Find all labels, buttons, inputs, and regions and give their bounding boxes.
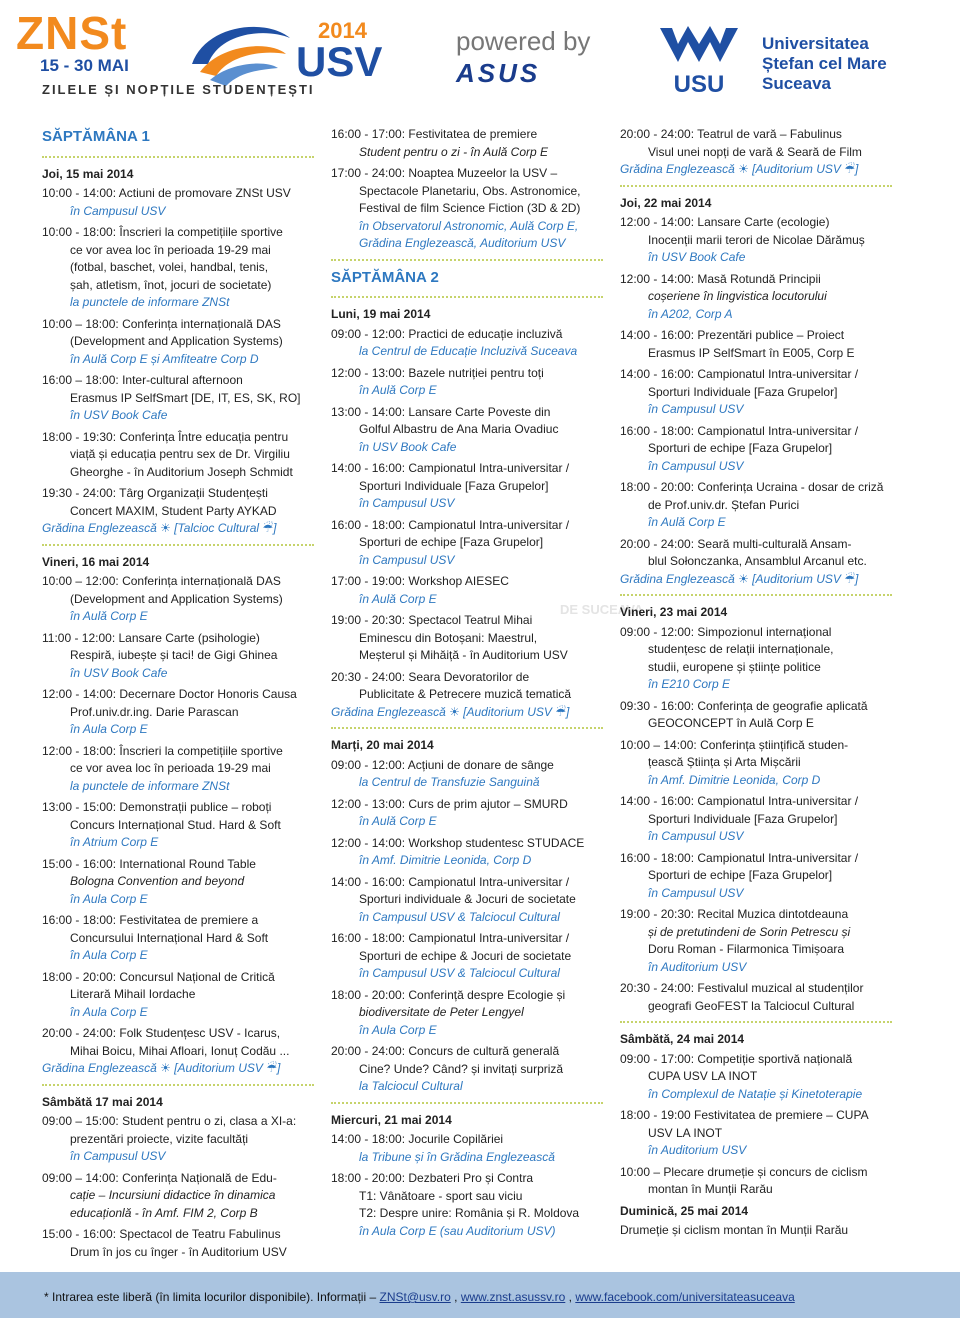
event-detail: Drum în jos cu înger - în Auditorium USV xyxy=(70,1244,287,1259)
day-heading: Vineri, 16 mai 2014 xyxy=(42,554,150,569)
event-location: Grădina Englezească ☀ [Auditorium USV ☔] xyxy=(620,571,859,586)
event-time-title: 14:00 - 16:00: Campionatul Intra-universitar / xyxy=(331,461,570,475)
dotted-divider xyxy=(331,296,603,298)
event-detail: Bologna Convention and beyond xyxy=(70,874,245,888)
sponsor-logo: ASUS xyxy=(456,58,541,88)
event-location: în Aula Corp E (sau Auditorium USV) xyxy=(359,1223,556,1238)
schedule-event xyxy=(42,573,314,626)
event-location: în E210 Corp E xyxy=(648,677,731,691)
university-logo xyxy=(656,22,742,96)
schedule-event xyxy=(42,969,314,1022)
event-time-title: 10:00 - 18:00: Înscrieri la competițiile sportive xyxy=(42,225,283,239)
schedule-event xyxy=(331,796,603,831)
event-time-title: 09:00 - 12:00: Simpozionul internațional xyxy=(620,624,832,639)
schedule-event xyxy=(42,485,314,538)
schedule-event xyxy=(620,1107,892,1160)
event-location: Grădina Englezească ☀ [Auditorium USV ☔] xyxy=(620,162,859,176)
event-location: Grădina Englezească ☀ [Talcioc Cultural ☔] xyxy=(42,521,277,535)
day-heading: Vineri, 23 mai 2014 xyxy=(620,605,728,619)
event-location: în Aula Corp E xyxy=(70,948,148,962)
schedule-event xyxy=(42,799,314,852)
schedule-event xyxy=(42,185,314,220)
event-time-title: 20:00 - 24:00: Folk Studențesc USV - Icarus, xyxy=(42,1026,281,1040)
event-detail: Sporturi de echipe & Jocuri de societate xyxy=(359,948,572,963)
schedule-event xyxy=(331,1170,603,1240)
schedule-event xyxy=(331,573,603,608)
event-time-title: 09:00 – 14:00: Conferința Națională de Edu- xyxy=(42,1170,277,1185)
schedule-event xyxy=(620,980,892,1015)
event-location: la Talciocul Cultural xyxy=(359,1079,463,1093)
event-detail: viață și educația pentru sex de Dr. Virgiliu xyxy=(70,447,290,461)
schedule-event xyxy=(331,1043,603,1096)
event-time-title: 15:00 - 16:00: Spectacol de Teatru Fabulinus xyxy=(42,1227,281,1241)
event-time-title: 13:00 - 14:00: Lansare Carte Poveste din xyxy=(331,404,551,419)
event-time-title: 17:00 - 24:00: Noaptea Muzeelor la USV – xyxy=(331,166,558,180)
event-location: în Amf. Dimitrie Leonida, Corp D xyxy=(648,772,821,787)
schedule-event xyxy=(620,536,892,589)
university-name-line-1: Universitatea xyxy=(762,34,869,53)
event-detail: ce vor avea loc în perioada 19-29 mai xyxy=(70,242,271,257)
event-detail: USV LA INOT xyxy=(648,1125,723,1140)
schedule-event xyxy=(331,757,603,792)
event-time-title: Drumeție și ciclism montan în Munții Rarău xyxy=(620,1223,849,1237)
event-time-title: 10:00 – 12:00: Conferința internațională DAS xyxy=(42,574,281,588)
schedule-event xyxy=(331,930,603,983)
week-heading: SĂPTĂMÂNA 1 xyxy=(42,128,150,145)
schedule-event xyxy=(620,271,892,324)
event-location: la punctele de informare ZNSt xyxy=(70,778,230,793)
event-location: în Campusul USV & Talciocul Cultural xyxy=(359,909,560,924)
event-location: Grădina Englezească ☀ [Auditorium USV ☔] xyxy=(331,704,570,719)
schedule-event xyxy=(620,366,892,419)
event-time-title: 10:00 - 14:00: Actiuni de promovare ZNSt USV xyxy=(42,186,291,200)
event-location: în Aula Corp E xyxy=(359,1022,437,1037)
dotted-divider xyxy=(331,727,603,729)
event-detail: Concurs Internațional Stud. Hard & Soft xyxy=(70,817,281,832)
schedule-event xyxy=(331,835,603,870)
schedule-event xyxy=(620,698,892,733)
event-location: în Auditorium USV xyxy=(648,959,747,974)
event-location: în A202, Corp A xyxy=(648,306,733,321)
schedule-column-3 xyxy=(620,126,892,1244)
event-detail: Prof.univ.dr.ing. Darie Parascan xyxy=(70,704,239,719)
university-emblem-icon xyxy=(656,22,742,96)
swirl-logo-icon xyxy=(186,18,294,90)
event-time-title: 20:00 - 24:00: Concurs de cultură generală xyxy=(331,1044,560,1058)
event-time-title: 12:00 - 14:00: Lansare Carte (ecologie) xyxy=(620,215,830,229)
event-detail: biodiversitate de Peter Lengyel xyxy=(359,1005,524,1019)
event-detail: studențesc de relații internaționale, xyxy=(648,642,834,656)
event-location: la Tribune și în Grădina Englezească xyxy=(359,1149,555,1164)
event-location: Grădina Englezească, Auditorium USV xyxy=(359,236,566,250)
event-detail: montan în Munții Rarău xyxy=(648,1182,773,1196)
event-location: în Aulă Corp E xyxy=(359,383,437,397)
schedule-event xyxy=(620,1164,892,1199)
event-location: în Aula Corp E xyxy=(70,1004,148,1019)
event-location: în USV Book Cafe xyxy=(70,408,168,422)
event-detail: Erasmus IP SelfSmart [DE, IT, ES, SK, RO] xyxy=(70,390,301,405)
event-time-title: 14:00 - 18:00: Jocurile Copilăriei xyxy=(331,1132,504,1146)
event-location: în Campusul USV xyxy=(648,402,744,416)
schedule-event xyxy=(620,126,892,179)
schedule-event xyxy=(42,743,314,796)
university-name xyxy=(762,34,887,94)
event-time-title: 12:00 - 14:00: Masă Rotundă Principii xyxy=(620,271,821,286)
event-detail: T1: Vânătoare - sport sau viciu xyxy=(359,1188,523,1203)
schedule-event xyxy=(620,1051,892,1104)
schedule-event xyxy=(620,327,892,362)
event-detail: cație – Incursiuni didactice în dinamica xyxy=(70,1188,276,1202)
schedule-event xyxy=(42,1170,314,1223)
schedule-event xyxy=(331,165,603,253)
schedule-event xyxy=(331,404,603,457)
facebook-link[interactable]: www.facebook.com/universitateasuceava xyxy=(575,1290,795,1304)
schedule-event xyxy=(42,372,314,425)
event-time-title: 12:00 - 13:00: Curs de prim ajutor – SMURD xyxy=(331,796,568,811)
event-location: în Observatorul Astronomic, Aulă Corp E, xyxy=(359,218,579,233)
event-location: în Aulă Corp E xyxy=(359,814,437,828)
event-detail: studii, europene și științe politice xyxy=(648,659,821,674)
usv-logo-text: USV xyxy=(296,38,383,85)
event-location: în Campusul USV xyxy=(648,458,744,473)
university-name-line-3: Suceava xyxy=(762,74,831,93)
event-detail: de Prof.univ.dr. Ștefan Purici xyxy=(648,497,800,512)
event-detail: Literară Mihail Iordache xyxy=(70,987,196,1001)
schedule-event xyxy=(42,1025,314,1078)
footer-separator: , xyxy=(450,1290,461,1304)
event-detail: Erasmus IP SelfSmart în E005, Corp E xyxy=(648,345,855,360)
event-detail: Golful Albastru de Ana Maria Ovadiuc xyxy=(359,422,559,436)
day-heading: Joi, 22 mai 2014 xyxy=(620,195,712,210)
event-time-title: 18:00 - 19:30: Conferința Între educația pentru xyxy=(42,429,289,444)
event-location: în Aulă Corp E xyxy=(648,515,726,529)
event-detail: Respiră, iubește și taci! de Gigi Ghinea xyxy=(70,648,278,662)
event-time-title: 20:00 - 24:00: Seară multi-culturală Ansam- xyxy=(620,536,852,551)
event-detail: Sporturi Individuale [Faza Grupelor] xyxy=(359,478,549,493)
schedule-event xyxy=(42,630,314,683)
event-detail: Meșterul și Mihăiță - în Auditorium USV xyxy=(359,648,568,662)
event-location: în Campusul USV xyxy=(359,552,455,567)
university-logo-text: USU xyxy=(673,71,725,96)
event-time-title: 19:30 - 24:00: Târg Organizații Studențești xyxy=(42,486,268,500)
event-location: în Aulă Corp E xyxy=(70,609,148,623)
event-location: în Auditorium USV xyxy=(648,1143,747,1157)
event-detail: Sporturi individuale & Jocuri de societate xyxy=(359,892,576,906)
schedule-column-2 xyxy=(331,126,603,1244)
schedule-event xyxy=(620,423,892,476)
event-time-title: 14:00 - 16:00: Campionatul Intra-universitar / xyxy=(331,874,570,889)
dotted-divider xyxy=(620,185,892,187)
schedule-event xyxy=(331,874,603,927)
event-location: în Campusul USV xyxy=(359,496,455,510)
event-detail: Sporturi Individuale [Faza Grupelor] xyxy=(648,811,838,826)
schedule-event xyxy=(331,365,603,400)
event-detail: blul Sołonczanka, Ansamblul Arcanul etc. xyxy=(648,554,867,568)
event-time-title: 18:00 - 19:00 Festivitatea de premiere – CUPA xyxy=(620,1108,869,1122)
week-heading: SĂPTĂMÂNA 2 xyxy=(331,268,439,286)
event-detail: șah, atletism, înot, jocuri de societate) xyxy=(70,277,272,292)
schedule-event xyxy=(331,326,603,361)
event-time-title: 16:00 - 18:00: Campionatul Intra-universitar / xyxy=(620,850,859,865)
event-time-title: 12:00 - 14:00: Workshop studentesc STUDACE xyxy=(331,835,585,850)
event-subtitle: ZILELE ȘI NOPȚILE STUDENȚEȘTI xyxy=(42,82,315,97)
event-time-title: 14:00 - 16:00: Campionatul Intra-universitar / xyxy=(620,367,859,381)
event-location: în Aula Corp E xyxy=(70,722,148,736)
event-location: la punctele de informare ZNSt xyxy=(70,295,230,309)
event-time-title: 20:30 - 24:00: Festivalul muzical al studenților xyxy=(620,981,864,995)
event-time-title: 16:00 - 18:00: Campionatul Intra-universitar / xyxy=(620,423,859,438)
event-time-title: 17:00 - 19:00: Workshop AIESEC xyxy=(331,574,509,588)
event-detail: și de pretutindeni de Sorin Petrescu și xyxy=(648,924,851,939)
schedule-event xyxy=(331,987,603,1040)
event-time-title: 12:00 - 13:00: Bazele nutriției pentru toți xyxy=(331,365,544,380)
event-location: în Aulă Corp E xyxy=(359,591,437,606)
event-time-title: 16:00 - 18:00: Campionatul Intra-universitar / xyxy=(331,931,570,945)
event-location: în Complexul de Natație și Kinetoterapie xyxy=(648,1086,863,1101)
schedule-event xyxy=(42,856,314,909)
schedule-event xyxy=(42,1113,314,1166)
schedule-event xyxy=(42,224,314,312)
event-time-title: 18:00 - 20:00: Conferința Ucraina - dosar de criză xyxy=(620,480,884,494)
dotted-divider xyxy=(331,1102,603,1104)
event-time-title: 12:00 - 14:00: Decernare Doctor Honoris Causa xyxy=(42,687,297,701)
event-time-title: 10:00 – Plecare drumeție și concurs de ciclism xyxy=(620,1164,868,1179)
dotted-divider xyxy=(620,594,892,596)
dotted-divider xyxy=(42,544,314,546)
dotted-divider xyxy=(620,1021,892,1023)
event-time-title: 19:00 - 20:30: Spectacol Teatrul Mihai xyxy=(331,613,533,627)
event-detail: Festival de film Science Fiction (3D & 2D) xyxy=(359,201,581,215)
event-time-title: 10:00 – 14:00: Conferința științifică studen- xyxy=(620,737,849,752)
event-location: în Aulă Corp E și Amfiteatre Corp D xyxy=(70,351,259,366)
event-detail: Inocenții marii terori de Nicolae Dărămuș xyxy=(648,232,865,247)
event-time-title: 18:00 - 20:00: Dezbateri Pro și Contra xyxy=(331,1171,534,1185)
event-location: în USV Book Cafe xyxy=(70,665,168,680)
event-time-title: 20:00 - 24:00: Teatrul de vară – Fabulinus xyxy=(620,127,842,141)
schedule-event xyxy=(331,1131,603,1166)
schedule-event xyxy=(620,793,892,846)
event-detail: (Development and Application Systems) xyxy=(70,334,283,348)
day-heading: Sâmbătă 17 mai 2014 xyxy=(42,1094,163,1109)
event-location: la Centrul de Transfuzie Sanguină xyxy=(359,775,540,789)
event-detail: Mihai Boicu, Mihai Afloari, Ionuț Codău ... xyxy=(70,1043,290,1058)
event-location: în Campusul USV xyxy=(648,885,744,900)
event-detail: țească Știința și Arta Mișcării xyxy=(648,755,801,769)
header xyxy=(0,0,960,110)
event-detail: Gheorghe - în Auditorium Joseph Schmidt xyxy=(70,464,293,479)
event-detail: (Development and Application Systems) xyxy=(70,591,283,606)
schedule-event xyxy=(42,429,314,482)
schedule-column-1 xyxy=(42,126,314,1265)
year-label: 2014 xyxy=(318,18,367,43)
footer xyxy=(0,1272,960,1318)
email-link[interactable]: ZNSt@usv.ro xyxy=(379,1290,451,1304)
event-time-title: 14:00 - 16:00: Prezentări publice – Proiect xyxy=(620,328,845,342)
event-location: în Campusul USV xyxy=(70,203,166,218)
footer-note: * Intrarea este liberă (în limita locurilor disponibile). Informații – xyxy=(44,1290,380,1304)
event-time-title: 19:00 - 20:30: Recital Muzica dintotdeauna xyxy=(620,907,849,921)
event-time-title: 16:00 – 18:00: Inter-cultural afternoon xyxy=(42,373,243,387)
event-detail: geografi GeoFEST la Talciocul Cultural xyxy=(648,998,855,1013)
event-detail: T2: Despre unire: România și R. Moldova xyxy=(359,1206,580,1220)
event-detail: Sporturi de echipe [Faza Grupelor] xyxy=(359,535,544,549)
event-detail: Publicitate & Petrecere muzică tematică xyxy=(359,687,572,701)
event-time-title: 09:00 - 12:00: Practici de educație incluzivă xyxy=(331,326,563,341)
day-heading: Duminică, 25 mai 2014 xyxy=(620,1203,749,1218)
event-detail: Sporturi de echipe [Faza Grupelor] xyxy=(648,868,833,882)
schedule-event xyxy=(620,479,892,532)
schedule-event xyxy=(331,126,603,161)
schedule-event xyxy=(620,1222,892,1240)
schedule-event xyxy=(42,316,314,369)
powered-by-label: powered by xyxy=(456,26,591,56)
event-time-title: 09:00 – 15:00: Student pentru o zi, clasa a XI-a: xyxy=(42,1114,297,1128)
event-location: în Campusul USV xyxy=(648,829,744,843)
event-time-title: 14:00 - 16:00: Campionatul Intra-universitar / xyxy=(620,794,859,808)
event-detail: prezentări proiecte, vizite facultăți xyxy=(70,1131,249,1146)
event-detail: Spectacole Planetariu, Obs. Astronomice, xyxy=(359,183,581,198)
website-link[interactable]: www.znst.asussv.ro xyxy=(460,1290,566,1304)
schedule-event xyxy=(331,460,603,513)
day-heading: Miercuri, 21 mai 2014 xyxy=(331,1112,452,1127)
event-time-title: 11:00 - 12:00: Lansare Carte (psihologie) xyxy=(42,630,260,645)
event-detail: GEOCONCEPT în Aulă Corp E xyxy=(648,716,814,730)
event-time-title: 13:00 - 15:00: Demonstrații publice – roboți xyxy=(42,800,272,814)
dotted-divider xyxy=(42,1084,314,1086)
schedule-event xyxy=(331,612,603,665)
event-time-title: 18:00 - 20:00: Conferință despre Ecologie și xyxy=(331,987,566,1002)
university-name-line-2: Ștefan cel Mare xyxy=(762,54,887,73)
event-detail: Concursului Internațional Hard & Soft xyxy=(70,930,269,945)
schedule-event xyxy=(620,737,892,790)
day-heading: Luni, 19 mai 2014 xyxy=(331,307,431,321)
event-location: Grădina Englezească ☀ [Auditorium USV ☔] xyxy=(42,1061,281,1075)
day-heading: Joi, 15 mai 2014 xyxy=(42,166,134,181)
watermark: DE SUCEAVA xyxy=(560,602,644,617)
footer-info xyxy=(44,1290,795,1304)
event-time-title: 15:00 - 16:00: International Round Table xyxy=(42,856,256,871)
date-range: 15 - 30 MAI xyxy=(40,56,129,75)
schedule-event xyxy=(331,517,603,570)
event-time-title: 12:00 - 18:00: Înscrieri la competițiile sportive xyxy=(42,743,283,758)
event-time-title: 16:00 - 18:00: Festivitatea de premiere a xyxy=(42,913,259,927)
event-time-title: 10:00 – 18:00: Conferința internațională DAS xyxy=(42,316,281,331)
event-time-title: 09:00 - 12:00: Acțiuni de donare de sânge xyxy=(331,757,554,772)
event-location: în Campusul USV & Talciocul Cultural xyxy=(359,966,560,980)
schedule-event xyxy=(42,1226,314,1261)
day-heading: Marți, 20 mai 2014 xyxy=(331,738,434,752)
event-time-title: 09:00 - 17:00: Competiție sportivă națională xyxy=(620,1051,853,1066)
event-location: la Centrul de Educație Incluzivă Suceava xyxy=(359,344,578,358)
event-detail: Doru Roman - Filarmonica Timișoara xyxy=(648,942,845,956)
event-detail: Concert MAXIM, Student Party AYKAD xyxy=(70,503,277,518)
event-location: în Atrium Corp E xyxy=(70,835,159,849)
event-detail: (fotbal, baschet, volei, handbal, tenis, xyxy=(70,260,269,274)
event-detail: Student pentru o zi - în Aulă Corp E xyxy=(359,144,548,159)
event-time-title: 09:30 - 16:00: Conferința de geografie aplicată xyxy=(620,698,868,713)
schedule-event xyxy=(331,669,603,722)
event-time-title: 16:00 - 17:00: Festivitatea de premiere xyxy=(331,127,538,141)
event-location: în USV Book Cafe xyxy=(648,250,746,264)
event-detail: Cine? Unde? Când? și invitați surpriză xyxy=(359,1061,564,1076)
event-detail: educaționlă - în Amf. FIM 2, Corp B xyxy=(70,1205,258,1220)
schedule-event xyxy=(620,214,892,267)
event-detail: coșeriene în lingvistica locutorului xyxy=(648,289,827,303)
event-location: în Campusul USV xyxy=(70,1149,166,1163)
schedule-event xyxy=(620,850,892,903)
event-detail: Visul unei nopți de vară & Seară de Film xyxy=(648,144,862,159)
event-detail: Sporturi de echipe [Faza Grupelor] xyxy=(648,441,833,455)
event-detail: ce vor avea loc în perioada 19-29 mai xyxy=(70,761,271,775)
schedule-event xyxy=(42,912,314,965)
event-location: în Amf. Dimitrie Leonida, Corp D xyxy=(359,853,532,867)
dotted-divider xyxy=(331,259,603,261)
event-time-title: 16:00 - 18:00: Campionatul Intra-universitar / xyxy=(331,517,570,532)
event-location: în Aula Corp E xyxy=(70,891,148,906)
event-detail: Eminescu din Botoșani: Maestrul, xyxy=(359,630,538,645)
event-location: în USV Book Cafe xyxy=(359,439,457,454)
event-detail: Sporturi Individuale [Faza Grupelor] xyxy=(648,384,838,399)
event-time-title: 20:30 - 24:00: Seara Devoratorilor de xyxy=(331,669,530,684)
dotted-divider xyxy=(42,156,314,158)
event-time-title: 18:00 - 20:00: Concursul Național de Critică xyxy=(42,969,275,984)
brand-logo-text: ZNSt xyxy=(16,7,128,59)
event-detail: CUPA USV LA INOT xyxy=(648,1069,758,1083)
schedule-event xyxy=(620,624,892,694)
schedule-event xyxy=(620,906,892,976)
schedule-event xyxy=(42,686,314,739)
footer-separator: , xyxy=(565,1290,576,1304)
day-heading: Sâmbătă, 24 mai 2014 xyxy=(620,1032,745,1046)
